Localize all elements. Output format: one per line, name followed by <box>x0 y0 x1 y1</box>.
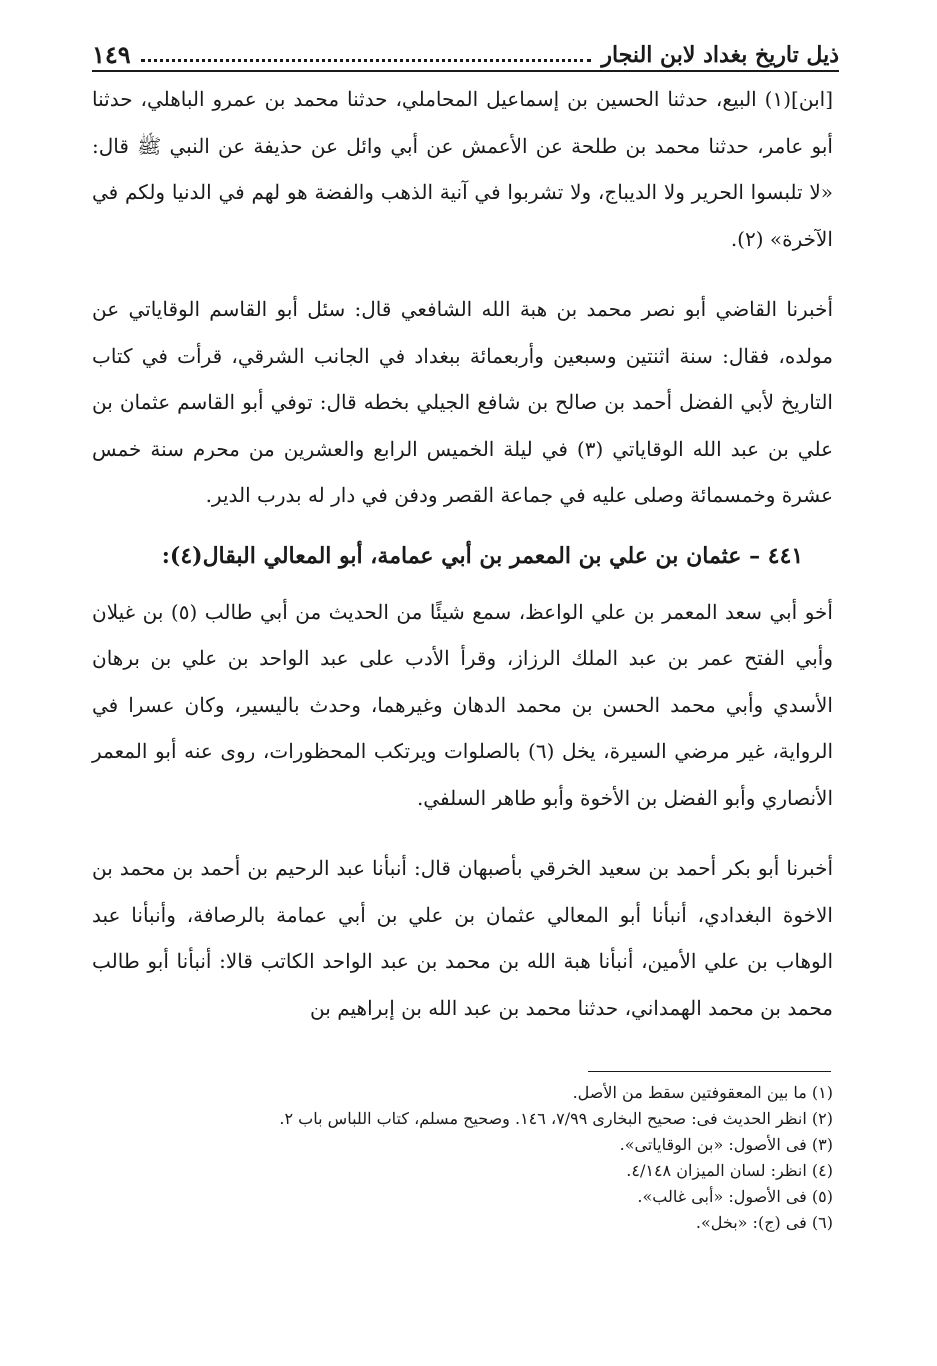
footnotes <box>92 1080 833 1236</box>
entry-heading: ٤٤١ – عثمان بن علي بن المعمر بن أبي عمامة، أبو المعالي البقال(٤): <box>161 542 804 569</box>
paragraph-waqayati-death: أخبرنا القاضي أبو نصر محمد بن هبة الله الشافعي قال: سئل أبو القاسم الوقاياتي عن مولده، فقال: سنة اثنتين وسبعين وأربعمائة ببغداد في الجانب الشرقي، قرأت في كتاب التاريخ لأبي الفضل أحمد بن صالح بن شافع الجيلي بخطه قال: توفي أبو القاسم عثمان بن علي بن عبد الله الوقاياتي (٣) في ليلة الخميس الرابع والعشرين من محرم سنة خمس عشرة وخمسمائة وصلى عليه في جماعة القصر ودفن في دار له بدرب الدير. <box>92 297 834 507</box>
footnote-divider <box>588 1071 831 1072</box>
header-dot-leader <box>141 59 592 62</box>
book-title: ذيل تاريخ بغداد لابن النجار <box>601 42 839 68</box>
main-text <box>92 76 833 1031</box>
footnote-1: (١) ما بين المعقوفتين سقط من الأصل. <box>572 1083 833 1102</box>
footnote-3: (٣) فى الأصول: «بن الوقاياتى». <box>619 1135 833 1154</box>
footnote-6: (٦) فى (ج): «بخل». <box>695 1213 833 1232</box>
footnote-2: (٢) انظر الحديث فى: صحيح البخارى ٧/٩٩، ١٤٦. وصحيح مسلم، كتاب اللباس باب ٢. <box>279 1109 833 1128</box>
paragraph-biography: أخو أبي سعد المعمر بن علي الواعظ، سمع شيئًا من الحديث من أبي طالب (٥) بن غيلان وأبي الفتح عمر بن عبد الملك الرزاز، وقرأ الأدب على عبد الواحد بن علي بن برهان الأسدي وأبي محمد الحسن بن محمد الدهان وغيرهما، وحدث باليسير، وكان عسرا في الرواية، غير مرضي السيرة، يخل (٦) بالصلوات ويرتكب المحظورات، روى عنه أبو المعمر الأنصاري وأبو الفضل بن الأخوة وأبو طاهر السلفي. <box>92 599 833 810</box>
running-header <box>92 34 839 72</box>
footnote-5: (٥) فى الأصول: «أبى غالب». <box>637 1187 833 1206</box>
footnote-4: (٤) انظر: لسان الميزان ٤/١٤٨. <box>626 1161 833 1180</box>
paragraph-isnad: أخبرنا أبو بكر أحمد بن سعيد الخرقي بأصبهان قال: أنبأنا عبد الرحيم بن أحمد بن محمد بن الاخوة البغدادي، أنبأنا أبو المعالي عثمان بن علي بن أبي عمامة بالرصافة، وأنبأنا عبد الوهاب بن علي الأمين، أنبأنا هبة الله بن محمد بن عبد الواحد الكاتب قالا: أنبأنا أبو طالب محمد بن محمد الهمداني، حدثنا محمد بن عبد الله بن إبراهيم بن <box>92 856 833 1020</box>
page-number: ١٤٩ <box>92 40 131 69</box>
paragraph-hadith-continuation: [ابن](١) البيع، حدثنا الحسين بن إسماعيل المحاملي، حدثنا محمد بن عمرو الباهلي، حدثنا أبو عامر، حدثنا محمد بن طلحة عن الأعمش عن أبي وائل عن حذيفة عن النبي ﷺ قال: «لا تلبسوا الحرير ولا الديباج، ولا تشربوا في آنية الذهب والفضة هو لهم في الدنيا ولكم في الآخرة» (٢). <box>92 87 833 251</box>
